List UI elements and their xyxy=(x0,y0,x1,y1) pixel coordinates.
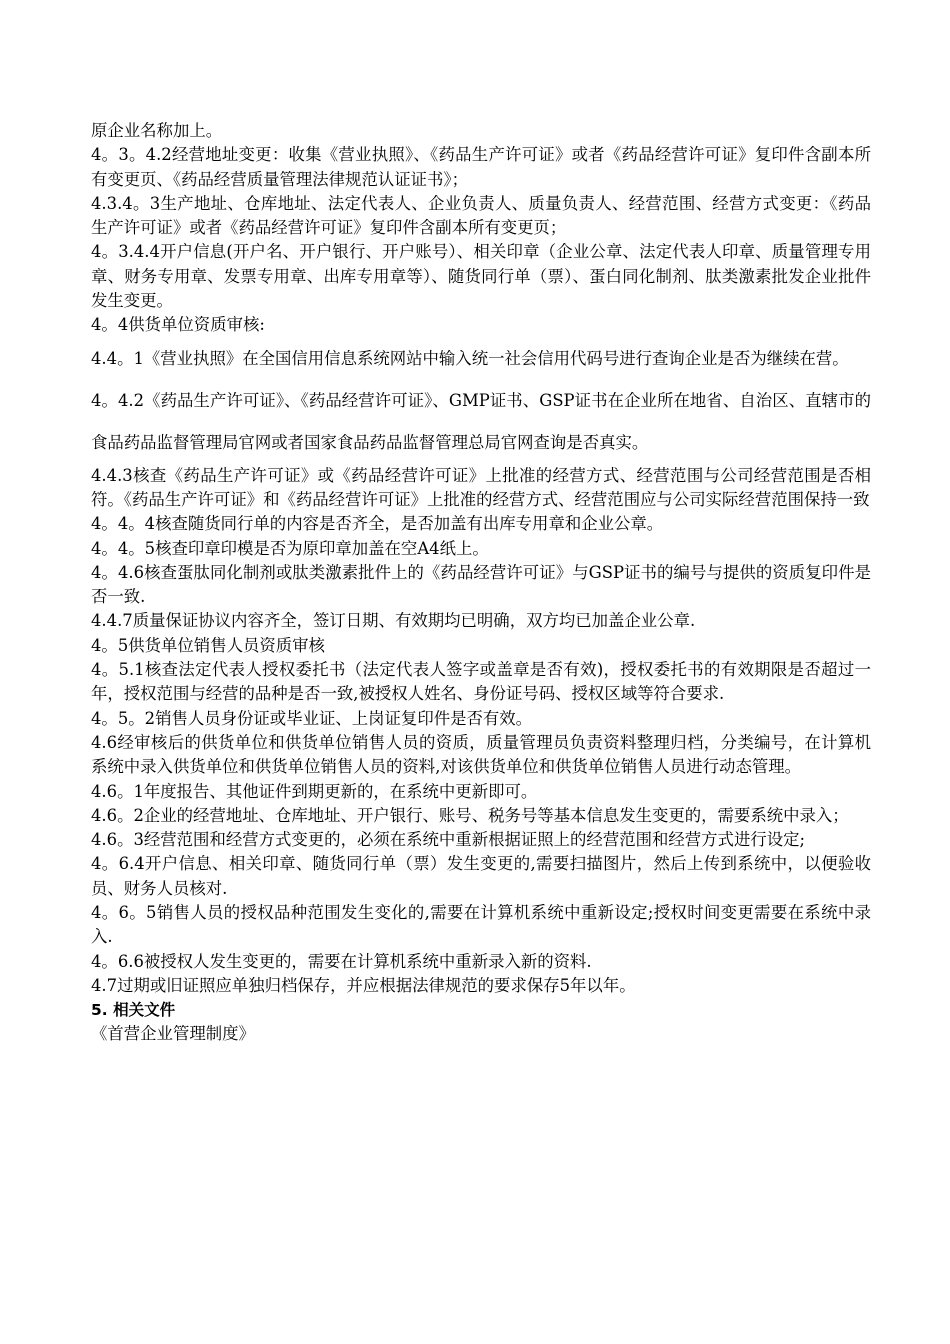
paragraph: 4。3。4.2经营地址变更：收集《营业执照》、《药品生产许可证》或者《药品经营许可证》复印件含副本所有变更页、《药品经营质量管理法律规范认证证书》； xyxy=(91,145,871,189)
paragraph: 4。4.2《药品生产许可证》、《药品经营许可证》、GMP证书、GSP证书在企业所在地省、自治区、直辖市的食品药品监督管理局官网或者国家食品药品监督管理总局官网查询是否真实。 xyxy=(91,390,871,452)
paragraph: 4.3.4。3生产地址、仓库地址、法定代表人、企业负责人、质量负责人、经营范围、经营方式变更：《药品生产许可证》或者《药品经营许可证》复印件含副本所有变更页； xyxy=(91,193,871,238)
paragraph: 4。5.1核查法定代表人授权委托书（法定代表人签字或盖章是否有效)，授权委托书的有效期限是否超过一年，授权范围与经营的品种是否一致,被授权人姓名、身份证号码、授权区域等符合要求. xyxy=(91,660,871,704)
paragraph: 4。4.6核查蛋肽同化制剂或肽类激素批件上的《药品经营许可证》与GSP证书的编号与提供的资质复印件是否一致. xyxy=(91,562,871,607)
paragraph: 4.4.7质量保证协议内容齐全，签订日期、有效期均已明确，双方均已加盖企业公章. xyxy=(91,611,696,631)
paragraph: 4。4。4核查随货同行单的内容是否齐全，是否加盖有出库专用章和企业公章。 xyxy=(91,514,664,534)
paragraph: 4。4。5核查印章印模是否为原印章加盖在空A4纸上。 xyxy=(91,538,489,558)
document-body xyxy=(91,119,871,1046)
related-document: 《首营企业管理制度》 xyxy=(91,1024,255,1044)
paragraph: 4。6。5销售人员的授权品种范围发生变化的,需要在计算机系统中重新设定;授权时间变更需要在系统中录入. xyxy=(91,903,871,947)
paragraph: 4。6.4开户信息、相关印章、随货同行单（票）发生变更的,需要扫描图片，然后上传到系统中，以便验收员、财务人员核对. xyxy=(91,854,871,898)
paragraph: 4。3.4.4开户信息(开户名、开户银行、开户账号）、相关印章（企业公章、法定代表人印章、质量管理专用章、财务专用章、发票专用章、出库专用章等）、随货同行单（票）、蛋白同化制剂、肽类激素批发企业批件发生变更。 xyxy=(91,242,871,311)
paragraph: 4.6经审核后的供货单位和供货单位销售人员的资质，质量管理员负责资料整理归档，分类编号，在计算机系统中录入供货单位和供货单位销售人员的资料,对该供货单位和供货单位销售人员进行动态管理。 xyxy=(91,732,871,777)
paragraph: 4.4。1《营业执照》在全国信用信息系统网站中输入统一社会信用代码号进行查询企业是否为继续在营。 xyxy=(91,348,849,368)
paragraph: 4.4.3核查《药品生产许可证》或《药品经营许可证》上批准的经营方式、经营范围与公司经营范围是否相符。《药品生产许可证》和《药品经营许可证》上批准的经营方式、经营范围应与公司实际经营范围保持一致 xyxy=(91,465,871,509)
paragraph: 4.7过期或旧证照应单独归档保存，并应根据法律规范的要求保存5年以年。 xyxy=(91,975,636,995)
paragraph: 4.6。3经营范围和经营方式变更的，必须在系统中重新根据证照上的经营范围和经营方式进行设定; xyxy=(91,830,806,850)
paragraph: 4。5。2销售人员身份证或毕业证、上岗证复印件是否有效。 xyxy=(91,708,533,728)
paragraph: 原企业名称加上。 xyxy=(91,121,223,140)
paragraph: 4.6。1年度报告、其他证件到期更新的，在系统中更新即可。 xyxy=(91,781,538,801)
paragraph: 4。6.6被授权人发生变更的，需要在计算机系统中重新录入新的资料. xyxy=(91,951,592,971)
section-heading: 5. 相关文件 xyxy=(91,1001,176,1020)
paragraph: 4。5供货单位销售人员资质审核 xyxy=(91,635,325,655)
paragraph: 4。4供货单位资质审核: xyxy=(91,315,265,335)
paragraph: 4.6。2企业的经营地址、仓库地址、开户银行、账号、税务号等基本信息发生变更的，需要系统中录入； xyxy=(91,805,849,825)
